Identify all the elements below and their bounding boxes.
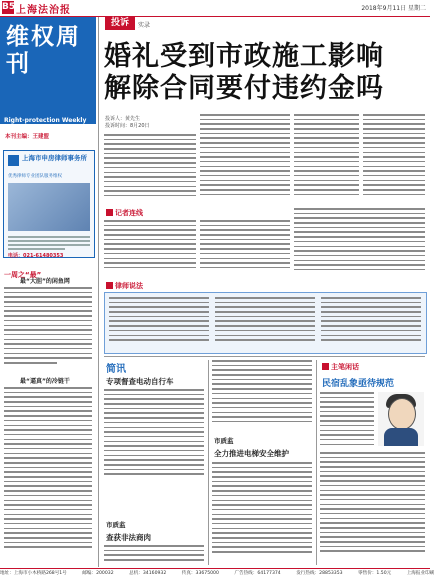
ad-text bbox=[8, 234, 90, 259]
section-rule bbox=[104, 356, 425, 357]
article-col-3 bbox=[294, 114, 359, 204]
lawyer-section-label: 律师说法 bbox=[106, 281, 143, 291]
ad-phone: 电话：021-61480353 bbox=[8, 253, 64, 259]
column-title: 民宿乱象亟待规范 bbox=[322, 379, 395, 389]
ad-tagline: 优秀律师专业团队服务维权 bbox=[8, 174, 62, 179]
brief-3-title: 查获非法商肉 bbox=[106, 533, 151, 542]
reporter-col-1 bbox=[104, 220, 196, 278]
weekly-item-1: 最“大胆”的闲鱼网 bbox=[20, 278, 70, 285]
footer-distribution: 发行热线：28853353 bbox=[296, 571, 343, 576]
ad-firm-name: 上海市申房律师事务所 bbox=[22, 154, 87, 162]
weekly-item-1-body bbox=[4, 287, 92, 373]
square-bullet-icon bbox=[106, 209, 113, 216]
brief-col-2-body bbox=[212, 360, 312, 430]
firm-logo-icon bbox=[8, 155, 19, 166]
brief-1-body bbox=[104, 389, 204, 485]
footer-price: 零售价：1.50元 bbox=[358, 571, 392, 576]
headline-line-1: 婚礼受到市政施工影响 bbox=[104, 41, 384, 72]
column-body bbox=[320, 452, 425, 565]
footer-switchboard: 总机：34160932 bbox=[129, 571, 167, 576]
weekly-label: 一周之“最” bbox=[4, 271, 42, 279]
weekly-item-2: 最“逼真”的冷链干 bbox=[20, 378, 70, 385]
brief-section-label: 简讯 bbox=[106, 364, 126, 375]
article-col-2 bbox=[200, 114, 290, 204]
brief-3-body bbox=[104, 545, 204, 565]
brief-1-title: 专项督查电动自行车 bbox=[106, 377, 174, 386]
footer-printer: 上海报业印刷 bbox=[406, 571, 435, 576]
reporter-col-3 bbox=[294, 208, 425, 278]
columnist-portrait bbox=[378, 392, 424, 446]
editor-credit: 本刊主编：王建盟 bbox=[5, 134, 50, 140]
law-firm-ad bbox=[3, 150, 95, 258]
section-subtitle-en: Right-protection Weekly bbox=[4, 117, 87, 124]
footer-postcode: 邮编：200032 bbox=[82, 571, 114, 576]
column-label: 主笔闲话 bbox=[322, 362, 359, 372]
column-divider bbox=[316, 360, 317, 565]
article-col-1 bbox=[104, 134, 196, 204]
headline-line-2: 解除合同要付违约金吗 bbox=[104, 73, 384, 104]
column-body-top bbox=[320, 392, 374, 452]
footer-fax: 传真：33675000 bbox=[181, 571, 219, 576]
reporter-col-2 bbox=[200, 220, 290, 278]
weekly-item-2-body bbox=[4, 387, 92, 565]
brief-5-body bbox=[212, 462, 312, 565]
page-header bbox=[0, 0, 430, 17]
byline: 投诉人：黄先生 投诉时间：8月20日 bbox=[105, 116, 150, 129]
column-divider bbox=[98, 17, 99, 567]
column-divider bbox=[208, 360, 209, 565]
brief-4-title: 市质监 bbox=[214, 437, 234, 445]
page-footer bbox=[0, 568, 435, 578]
reporter-section-label: 记者连线 bbox=[106, 208, 143, 218]
square-bullet-icon bbox=[322, 363, 329, 370]
footer-ad-hotline: 广告热线：64177374 bbox=[234, 571, 281, 576]
footer-address: 地址：上海市小木桥路268号1号 bbox=[0, 571, 67, 576]
issue-date: 2018年9月11日 星期二 bbox=[361, 5, 426, 12]
ad-photo bbox=[8, 183, 90, 231]
section-title: 维权周刊 bbox=[6, 23, 81, 77]
article-col-4 bbox=[363, 114, 425, 204]
brief-5-title: 全力推进电梯安全维护 bbox=[214, 449, 289, 458]
category-tag: 投诉 bbox=[105, 17, 135, 30]
category-sub: 实录 bbox=[138, 22, 151, 29]
square-bullet-icon bbox=[106, 282, 113, 289]
brief-2-title: 市质监 bbox=[106, 521, 126, 529]
lawyer-commentary-box bbox=[104, 292, 427, 354]
page-number: B5 bbox=[2, 2, 16, 12]
section-banner bbox=[0, 17, 96, 124]
masthead: 上海法治报 bbox=[16, 5, 71, 16]
